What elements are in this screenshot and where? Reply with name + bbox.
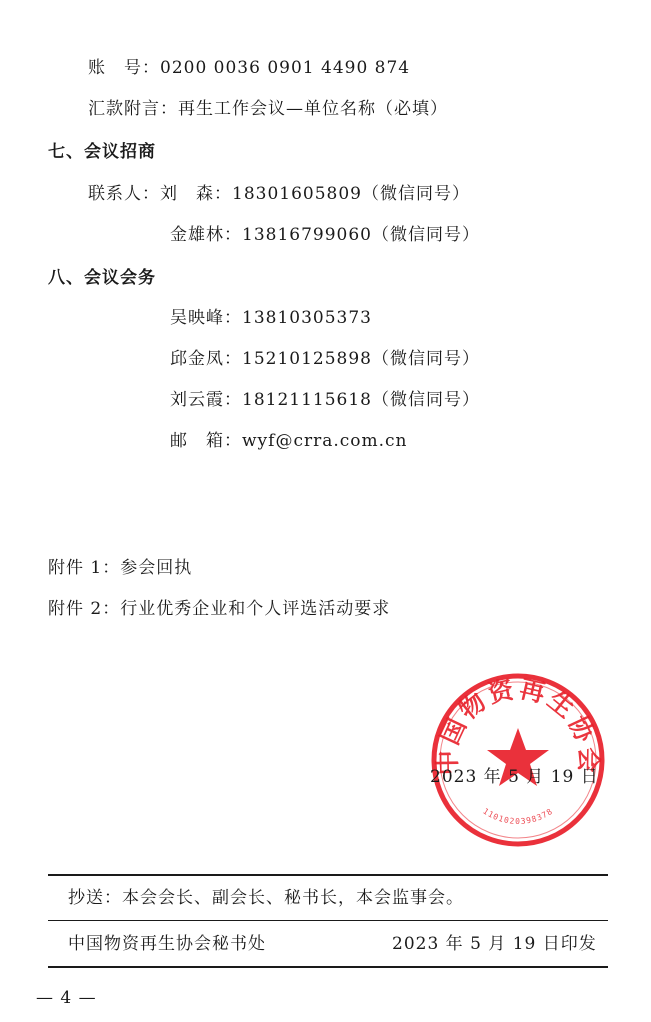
footer-top-rule bbox=[48, 874, 608, 876]
remark-value: 再生工作会议—单位名称（必填） bbox=[178, 99, 448, 119]
contact-name: 邱金凤： bbox=[170, 349, 242, 369]
contact-label: 联系人： bbox=[88, 184, 160, 204]
contact-phone: 13810305373 bbox=[242, 308, 372, 328]
seal-number: 1101020398378 bbox=[481, 806, 555, 826]
section-8-contact-3 bbox=[170, 388, 480, 412]
remark-label: 汇款附言： bbox=[88, 99, 178, 119]
footer-bottom-rule bbox=[48, 966, 608, 968]
contact-phone: 18121115618（微信同号） bbox=[242, 390, 480, 410]
contact-phone: 13816799060（微信同号） bbox=[242, 225, 480, 245]
account-label: 账 号： bbox=[88, 58, 160, 78]
account-line bbox=[88, 56, 410, 80]
section-8-title: 八、会议会务 bbox=[48, 268, 156, 288]
official-seal-icon bbox=[430, 672, 606, 848]
contact-name: 吴映峰： bbox=[170, 308, 242, 328]
section-8-contact-1 bbox=[170, 306, 372, 330]
contact-phone: 18301605809（微信同号） bbox=[232, 184, 470, 204]
contact-name: 金雄林： bbox=[170, 225, 242, 245]
contact-name: 刘 森： bbox=[160, 184, 232, 204]
issuer: 中国物资再生协会秘书处 bbox=[68, 934, 266, 954]
remark-line bbox=[88, 97, 448, 121]
seal-text: 中国物资再生协会 bbox=[432, 674, 604, 776]
account-value: 0200 0036 0901 4490 874 bbox=[160, 58, 411, 78]
contact-phone: 15210125898（微信同号） bbox=[242, 349, 480, 369]
issue-date: 2023 年 5 月 19 日印发 bbox=[392, 934, 597, 954]
email-label: 邮 箱： bbox=[170, 431, 242, 451]
email-value: wyf@crra.com.cn bbox=[242, 431, 408, 451]
attachment-1: 附件 1：参会回执 bbox=[48, 558, 193, 578]
footer-middle-rule bbox=[48, 920, 608, 921]
section-7-title: 七、会议招商 bbox=[48, 142, 156, 162]
attachment-2: 附件 2：行业优秀企业和个人评选活动要求 bbox=[48, 599, 391, 619]
cc-line: 抄送：本会会长、副会长、秘书长，本会监事会。 bbox=[68, 888, 464, 908]
signature-date: 2023 年 5 月 19 日 bbox=[430, 767, 599, 787]
section-8-email bbox=[170, 429, 408, 453]
section-7-contact-2 bbox=[170, 223, 480, 247]
section-8-contact-2 bbox=[170, 347, 480, 371]
contact-name: 刘云霞： bbox=[170, 390, 242, 410]
page-number: — 4 — bbox=[36, 988, 97, 1008]
section-7-contact-1 bbox=[88, 182, 470, 206]
svg-text:1101020398378 bbox=[481, 807, 554, 826]
